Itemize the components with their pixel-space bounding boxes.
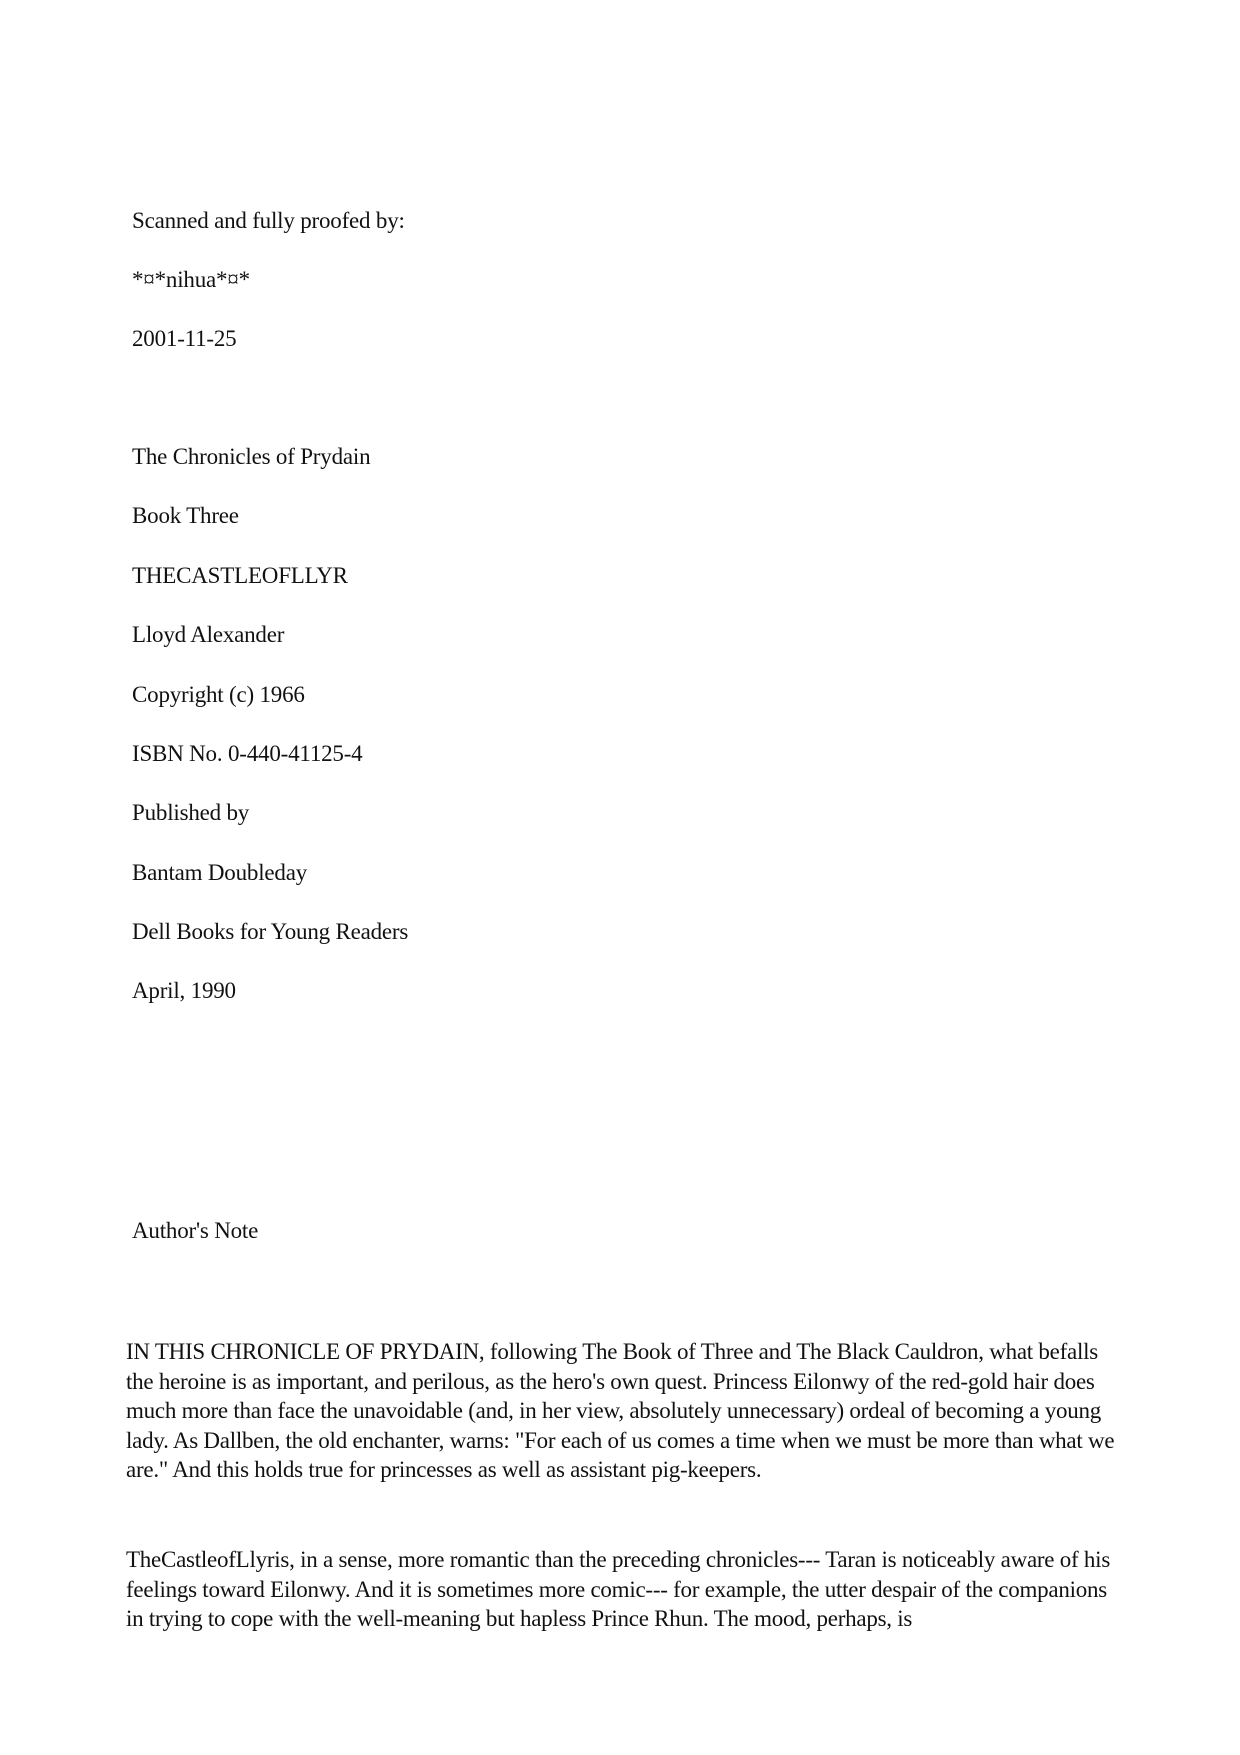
authors-note-paragraph-1: IN THIS CHRONICLE OF PRYDAIN, following The Book of Three and The Black Cauldron, what befalls the heroine is as important, and perilous, as the hero's own quest. Princess Eilonwy of the red-gold hair does much more than face the unavoidable (and, in her view, absolutely unnecessary) ordeal of becoming a young lady. As Dallben, the old enchanter, warns: "For each of us comes a time when we must be more than what we are." And this holds true for princesses as well as assistant pig-keepers. [126, 1339, 1115, 1483]
scanner-name: *¤*nihua*¤* [132, 267, 250, 292]
book-number: Book Three [132, 503, 239, 528]
isbn-line: ISBN No. 0-440-41125-4 [132, 741, 363, 766]
publisher-line-1: Bantam Doubleday [132, 860, 308, 885]
authors-note-heading: Author's Note [132, 1218, 259, 1243]
book-title: THECASTLEOFLLYR [132, 563, 348, 588]
author-name: Lloyd Alexander [132, 622, 285, 647]
authors-note-paragraph-2: TheCastleofLlyris, in a sense, more romantic than the preceding chronicles--- Taran is noticeably aware of his feelings toward Eilonwy. And it is sometimes more comic--- for example, the utter despair of the companions in trying to cope with the well-meaning but hapless Prince Rhun. The mood, perhaps, is [126, 1547, 1111, 1632]
copyright-line: Copyright (c) 1966 [132, 682, 305, 707]
scan-date: 2001-11-25 [132, 326, 237, 351]
publisher-line-2: Dell Books for Young Readers [132, 919, 409, 944]
published-by-label: Published by [132, 800, 250, 825]
scan-credit-line: Scanned and fully proofed by: [132, 208, 405, 233]
series-title: The Chronicles of Prydain [132, 444, 371, 469]
publication-date: April, 1990 [132, 978, 236, 1003]
